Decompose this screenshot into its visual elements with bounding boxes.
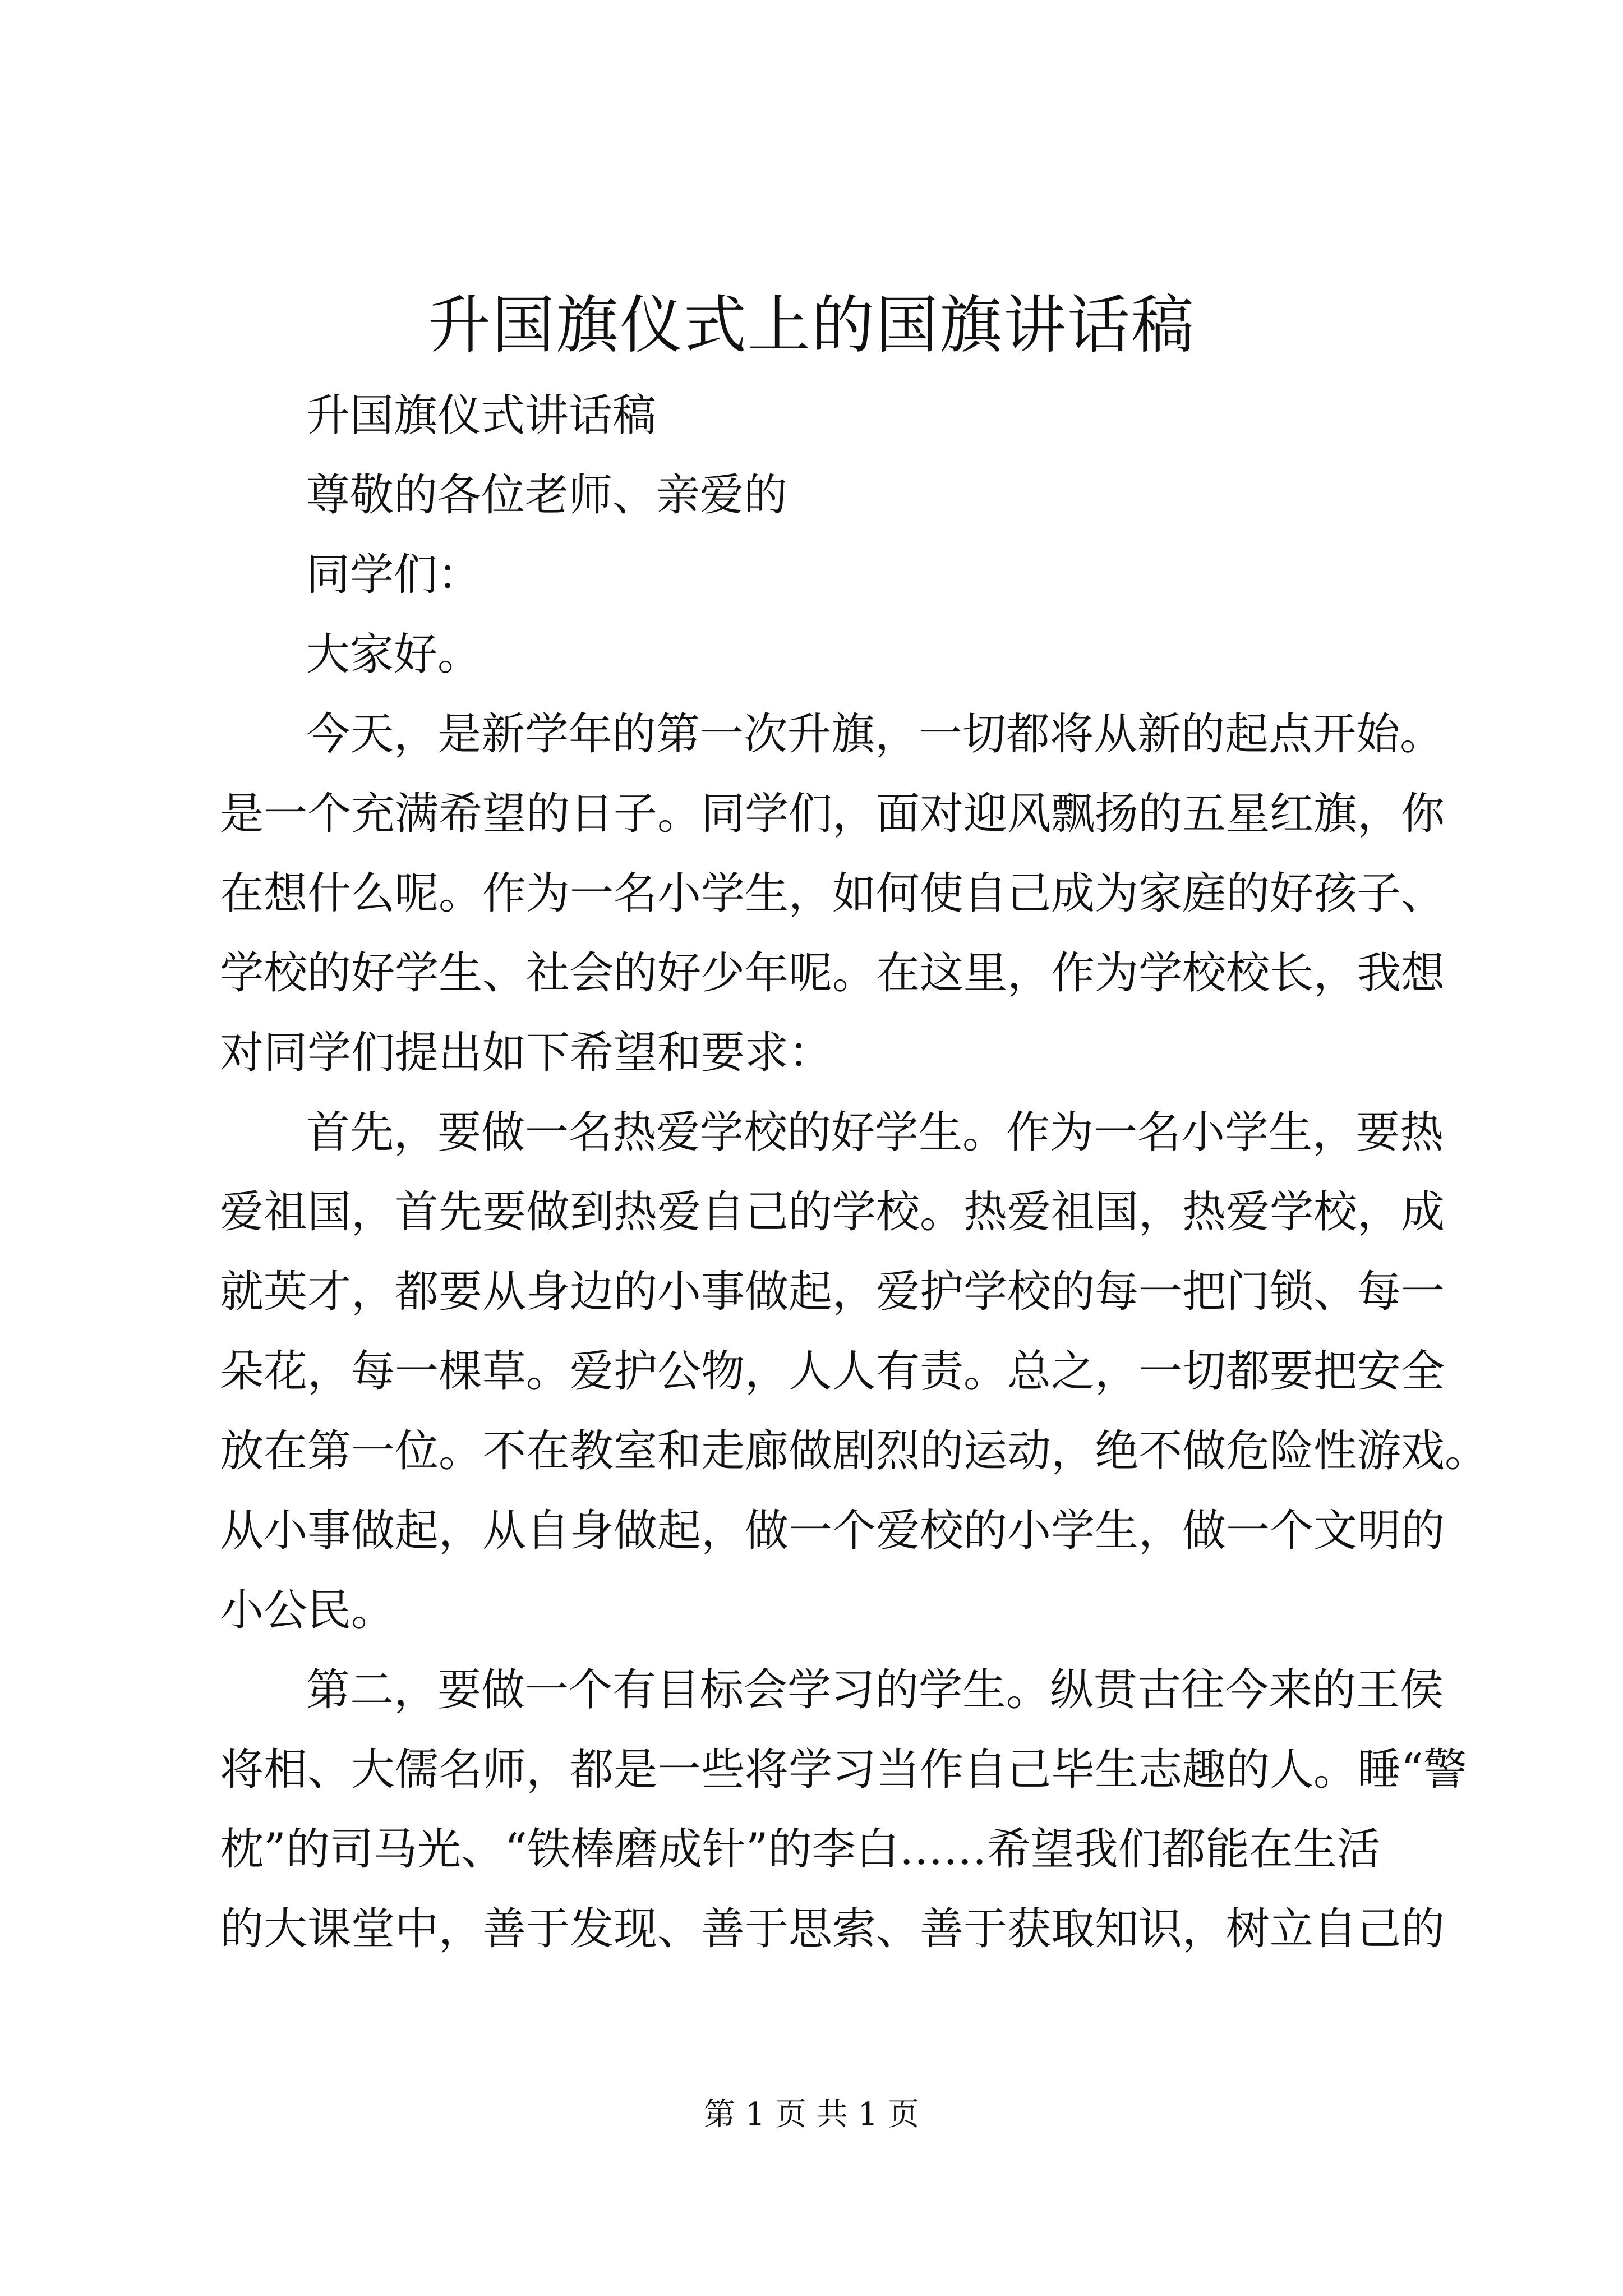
- body-line: 的大课堂中，善于发现、善于思索、善于获取知识，树立自己的: [220, 1904, 1445, 1954]
- body-line: 第二，要做一个有目标会学习的学生。纵贯古往今来的王侯: [306, 1665, 1444, 1715]
- body-line: 朵花，每一棵草。爱护公物，人人有责。总之，一切都要把安全: [220, 1346, 1445, 1397]
- body-line: 将相、大儒名师，都是一些将学习当作自己毕生志趣的人。睡“警: [220, 1745, 1467, 1795]
- body-line: 从小事做起，从自身做起，做一个爱校的小学生，做一个文明的: [220, 1506, 1445, 1556]
- body-line: 爱祖国，首先要做到热爱自己的学校。热爱祖国，热爱学校，成: [220, 1187, 1445, 1237]
- document-body: [220, 376, 1489, 1969]
- body-line: 是一个充满希望的日子。同学们，面对迎风飘扬的五星红旗，你: [220, 789, 1445, 839]
- page-footer: 第 1 页 共 1 页: [703, 2096, 920, 2133]
- body-line: 在想什么呢。作为一名小学生，如何使自己成为家庭的好孩子、: [220, 868, 1445, 919]
- body-line: 就英才，都要从身边的小事做起，爱护学校的每一把门锁、每一: [220, 1267, 1445, 1317]
- body-line: 放在第一位。不在教室和走廊做剧烈的运动，绝不做危险性游戏。: [220, 1426, 1489, 1476]
- body-line: 大家好。: [306, 629, 482, 680]
- body-line: 对同学们提出如下希望和要求：: [220, 1028, 833, 1078]
- body-line: 升国旗仪式讲话稿: [306, 390, 657, 441]
- body-line: 首先，要做一名热爱学校的好学生。作为一名小学生，要热: [306, 1107, 1444, 1158]
- body-line: 小公民。: [220, 1585, 395, 1636]
- body-line: 学校的好学生、社会的好少年呢。在这里，作为学校校长，我想: [220, 948, 1445, 999]
- body-line: 今天，是新学年的第一次升旗，一切都将从新的起点开始。: [306, 709, 1444, 760]
- body-line: 尊敬的各位老师、亲爱的: [306, 470, 788, 521]
- body-line: 同学们：: [306, 550, 482, 600]
- body-line: 枕”的司马光、“铁棒磨成针”的李白……希望我们都能在生活: [220, 1824, 1381, 1875]
- document-title: 升国旗仪式上的国旗讲话稿: [428, 289, 1195, 362]
